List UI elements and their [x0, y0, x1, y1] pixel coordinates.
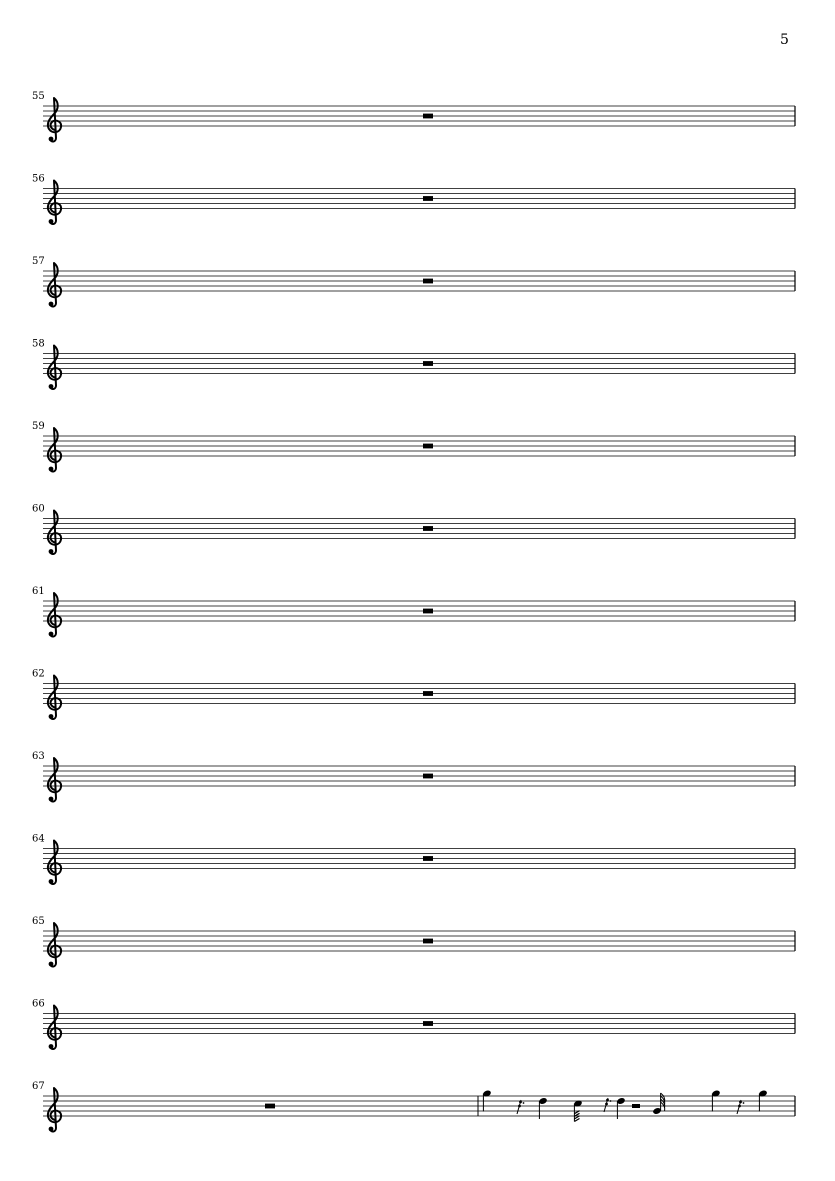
- treble-clef-icon: [48, 758, 61, 802]
- measure-number: 55: [32, 91, 45, 102]
- multimeasure-rest: [423, 361, 433, 366]
- treble-clef-icon: [48, 346, 61, 390]
- measure-number: 61: [32, 586, 45, 597]
- page-number: 5: [780, 32, 789, 48]
- system: [32, 999, 795, 1050]
- half-rest: [632, 1104, 640, 1108]
- measure-number: 66: [32, 998, 45, 1010]
- system: [32, 91, 795, 142]
- multimeasure-rest: [423, 856, 433, 861]
- measure-number: 62: [32, 668, 45, 680]
- measure-number: 60: [32, 503, 45, 515]
- measure-number: 67: [32, 1081, 45, 1092]
- system: [32, 916, 795, 967]
- measure-number: 56: [32, 173, 45, 185]
- measure-number: 59: [32, 421, 45, 432]
- treble-clef-icon: [48, 428, 61, 472]
- multimeasure-rest: [423, 691, 433, 696]
- system: [32, 256, 795, 307]
- note-a5: [482, 1090, 491, 1112]
- measure-number: 58: [32, 338, 45, 350]
- note-d5: [573, 1100, 582, 1122]
- system: [32, 751, 795, 802]
- multimeasure-rest: [423, 609, 433, 614]
- multimeasure-rest: [423, 279, 433, 284]
- measure-number: 57: [32, 256, 45, 267]
- system: [32, 669, 795, 720]
- measure-number: 64: [32, 833, 45, 845]
- treble-clef-icon: [48, 841, 61, 885]
- multimeasure-rest: [423, 114, 433, 119]
- rest-icon: [517, 1100, 524, 1114]
- system: [32, 174, 795, 225]
- treble-clef-icon: [48, 923, 61, 967]
- system: [32, 586, 795, 637]
- treble-clef-icon: [48, 676, 61, 720]
- treble-clef-icon: [48, 511, 61, 555]
- multimeasure-rest: [423, 1021, 433, 1026]
- treble-clef-icon: [48, 263, 61, 307]
- treble-clef-icon: [48, 593, 61, 637]
- treble-clef-icon: [48, 1006, 61, 1050]
- measure-number: 63: [32, 751, 45, 762]
- system: [32, 421, 795, 472]
- treble-clef-icon: [48, 98, 61, 142]
- multimeasure-rest: [423, 196, 433, 201]
- multimeasure-rest: [423, 939, 433, 944]
- rest-icon: [604, 1098, 611, 1112]
- treble-clef-icon: [48, 1088, 61, 1132]
- system: [32, 504, 795, 555]
- note-a5: [711, 1090, 720, 1112]
- system: [32, 1081, 795, 1132]
- multimeasure-rest: [423, 526, 433, 531]
- note-a5: [758, 1090, 767, 1112]
- rest-icon: [737, 1100, 744, 1114]
- multimeasure-rest: [423, 774, 433, 779]
- system: [32, 834, 795, 885]
- system: [32, 339, 795, 390]
- treble-clef-icon: [48, 181, 61, 225]
- measure-number: 65: [32, 916, 45, 927]
- multimeasure-rest: [423, 444, 433, 449]
- whole-rest: [265, 1104, 275, 1109]
